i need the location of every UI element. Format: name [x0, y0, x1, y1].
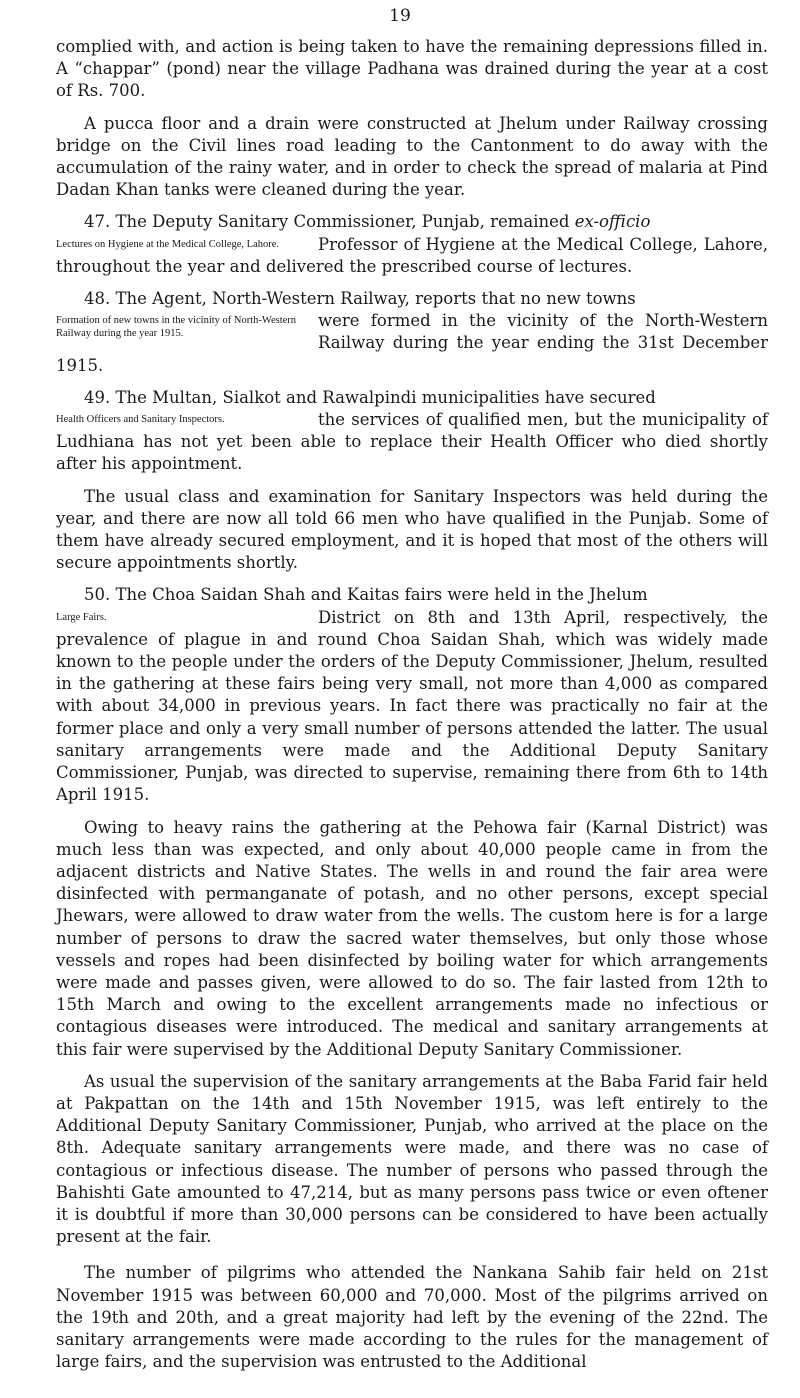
page-number: 19 [389, 6, 411, 26]
section-47 [56, 211, 768, 278]
paragraph-sanitary-inspectors: The usual class and examination for Sanitary Inspectors was held during the year, and there are now all told 66 men who have qualified in the Punjab. Some of them have already secured employment, and it is hoped that most of the others will secure appointments shortly. [56, 486, 768, 573]
sidenote-large-fairs: Large Fairs. [56, 611, 107, 623]
sidenote-lectures: Lectures on Hygiene at the Medical College, Lahore. [56, 238, 280, 250]
section-47-text: Professor of Hygiene at the Medical College, Lahore, throughout the year and delivered the prescribed course of lectures. [56, 234, 768, 276]
section-47-lead: 47. The Deputy Sanitary Commissioner, Punjab, remained [84, 212, 570, 232]
paragraph-nankana-fair: The number of pilgrims who attended the Nankana Sahib fair held on 21st November 1915 was between 60,000 and 70,000. Most of the pilgrims arrived on the 19th and 20th, and a great majority had left by the evening of the 22nd. The sanitary arrangements were made according to the rules for the management of large fairs, and the supervision was entrusted to the Additional [56, 1263, 768, 1372]
section-49-text: the services of qualified men, but the municipality of Ludhiana has not yet been able to replace their Health Officer who died shortly after his appointment. [56, 410, 768, 474]
section-48-text: were formed in the vicinity of the North-Western Railway during the year ending the 31st December 1915. [56, 311, 768, 375]
body-text [56, 36, 768, 1373]
section-47-italic: ex-officio [574, 212, 651, 232]
section-50-lead: 50. The Choa Saidan Shah and Kaitas fairs were held in the Jhelum [84, 585, 648, 605]
paragraph-baba-farid-fair: As usual the supervision of the sanitary arrangements at the Baba Farid fair held at Pakpattan on the 14th and 15th November 1915, was left entirely to the Additional Deputy Sanitary Commissioner, Punjab, who arrived at the place on the 8th. Adequate sanitary arrangements were made, and there was no case of contagious or infectious disease. The number of persons who passed through the Bahishti Gate amounted to 47,214, but as many persons pass twice or even oftener it is doubtful if more than 30,000 persons can be considered to have been actually present at the fair. [56, 1071, 768, 1247]
section-48 [56, 288, 768, 377]
sidenote-new-towns: Formation of new towns in the vicinity of North-Western Railway during the year 1915. [56, 315, 297, 340]
paragraph-drainage: complied with, and action is being taken to have the remaining depressions filled in. A “chappar” (pond) near the village Padhana was drained during the year at a cost of Rs. 700. [56, 37, 768, 101]
paragraph-pehowa-fair: Owing to heavy rains the gathering at the Pehowa fair (Karnal District) was much less than was expected, and only about 40,000 people came in from the adjacent districts and Native States. The wells in and round the fair area were disinfected with permanganate of potash, and no other persons, except special Jhewars, were allowed to draw water from the wells. The custom here is for a large number of persons to draw the sacred water themselves, but only those whose vessels and ropes had been disinfected by boiling water for which arrangements were made and passes given, were allowed to do so. The fair lasted from 12th to 15th March and owing to the excellent arrangements made no infectious or contagious diseases were introduced. The medical and sanitary arrangements at this fair were supervised by the Additional Deputy Sanitary Commissioner. [56, 817, 768, 1059]
paragraph-jhelum-floor: A pucca floor and a drain were constructed at Jhelum under Railway crossing bridge on the Civil lines road leading to the Cantonment to do away with the accumulation of the rainy water, and in order to check the spread of malaria at Pind Dadan Khan tanks were cleaned during the year. [56, 113, 768, 200]
section-50 [56, 584, 768, 806]
section-48-lead: 48. The Agent, North-Western Railway, reports that no new towns [84, 289, 636, 309]
section-49 [56, 387, 768, 476]
section-49-lead: 49. The Multan, Sialkot and Rawalpindi municipalities have secured [84, 387, 656, 407]
section-50-text: District on 8th and 13th April, respectively, the prevalence of plague in and round Choa Saidan Shah, which was widely made known to the people under the orders of the Deputy Commissioner, Jhelum, resulted in the gathering at these fairs being very small, not more than 4,000 as compared with about 34,000 in previous years. In fact there was practically no fair at the former place and only a very small number of persons attended the latter. The usual sanitary arrangements were made and the Additional Deputy Sanitary Commissioner, Punjab, was directed to supervise, remaining there from 6th to 14th April 1915. [56, 607, 768, 805]
sidenote-health-officers: Health Officers and Sanitary Inspectors. [56, 414, 225, 426]
